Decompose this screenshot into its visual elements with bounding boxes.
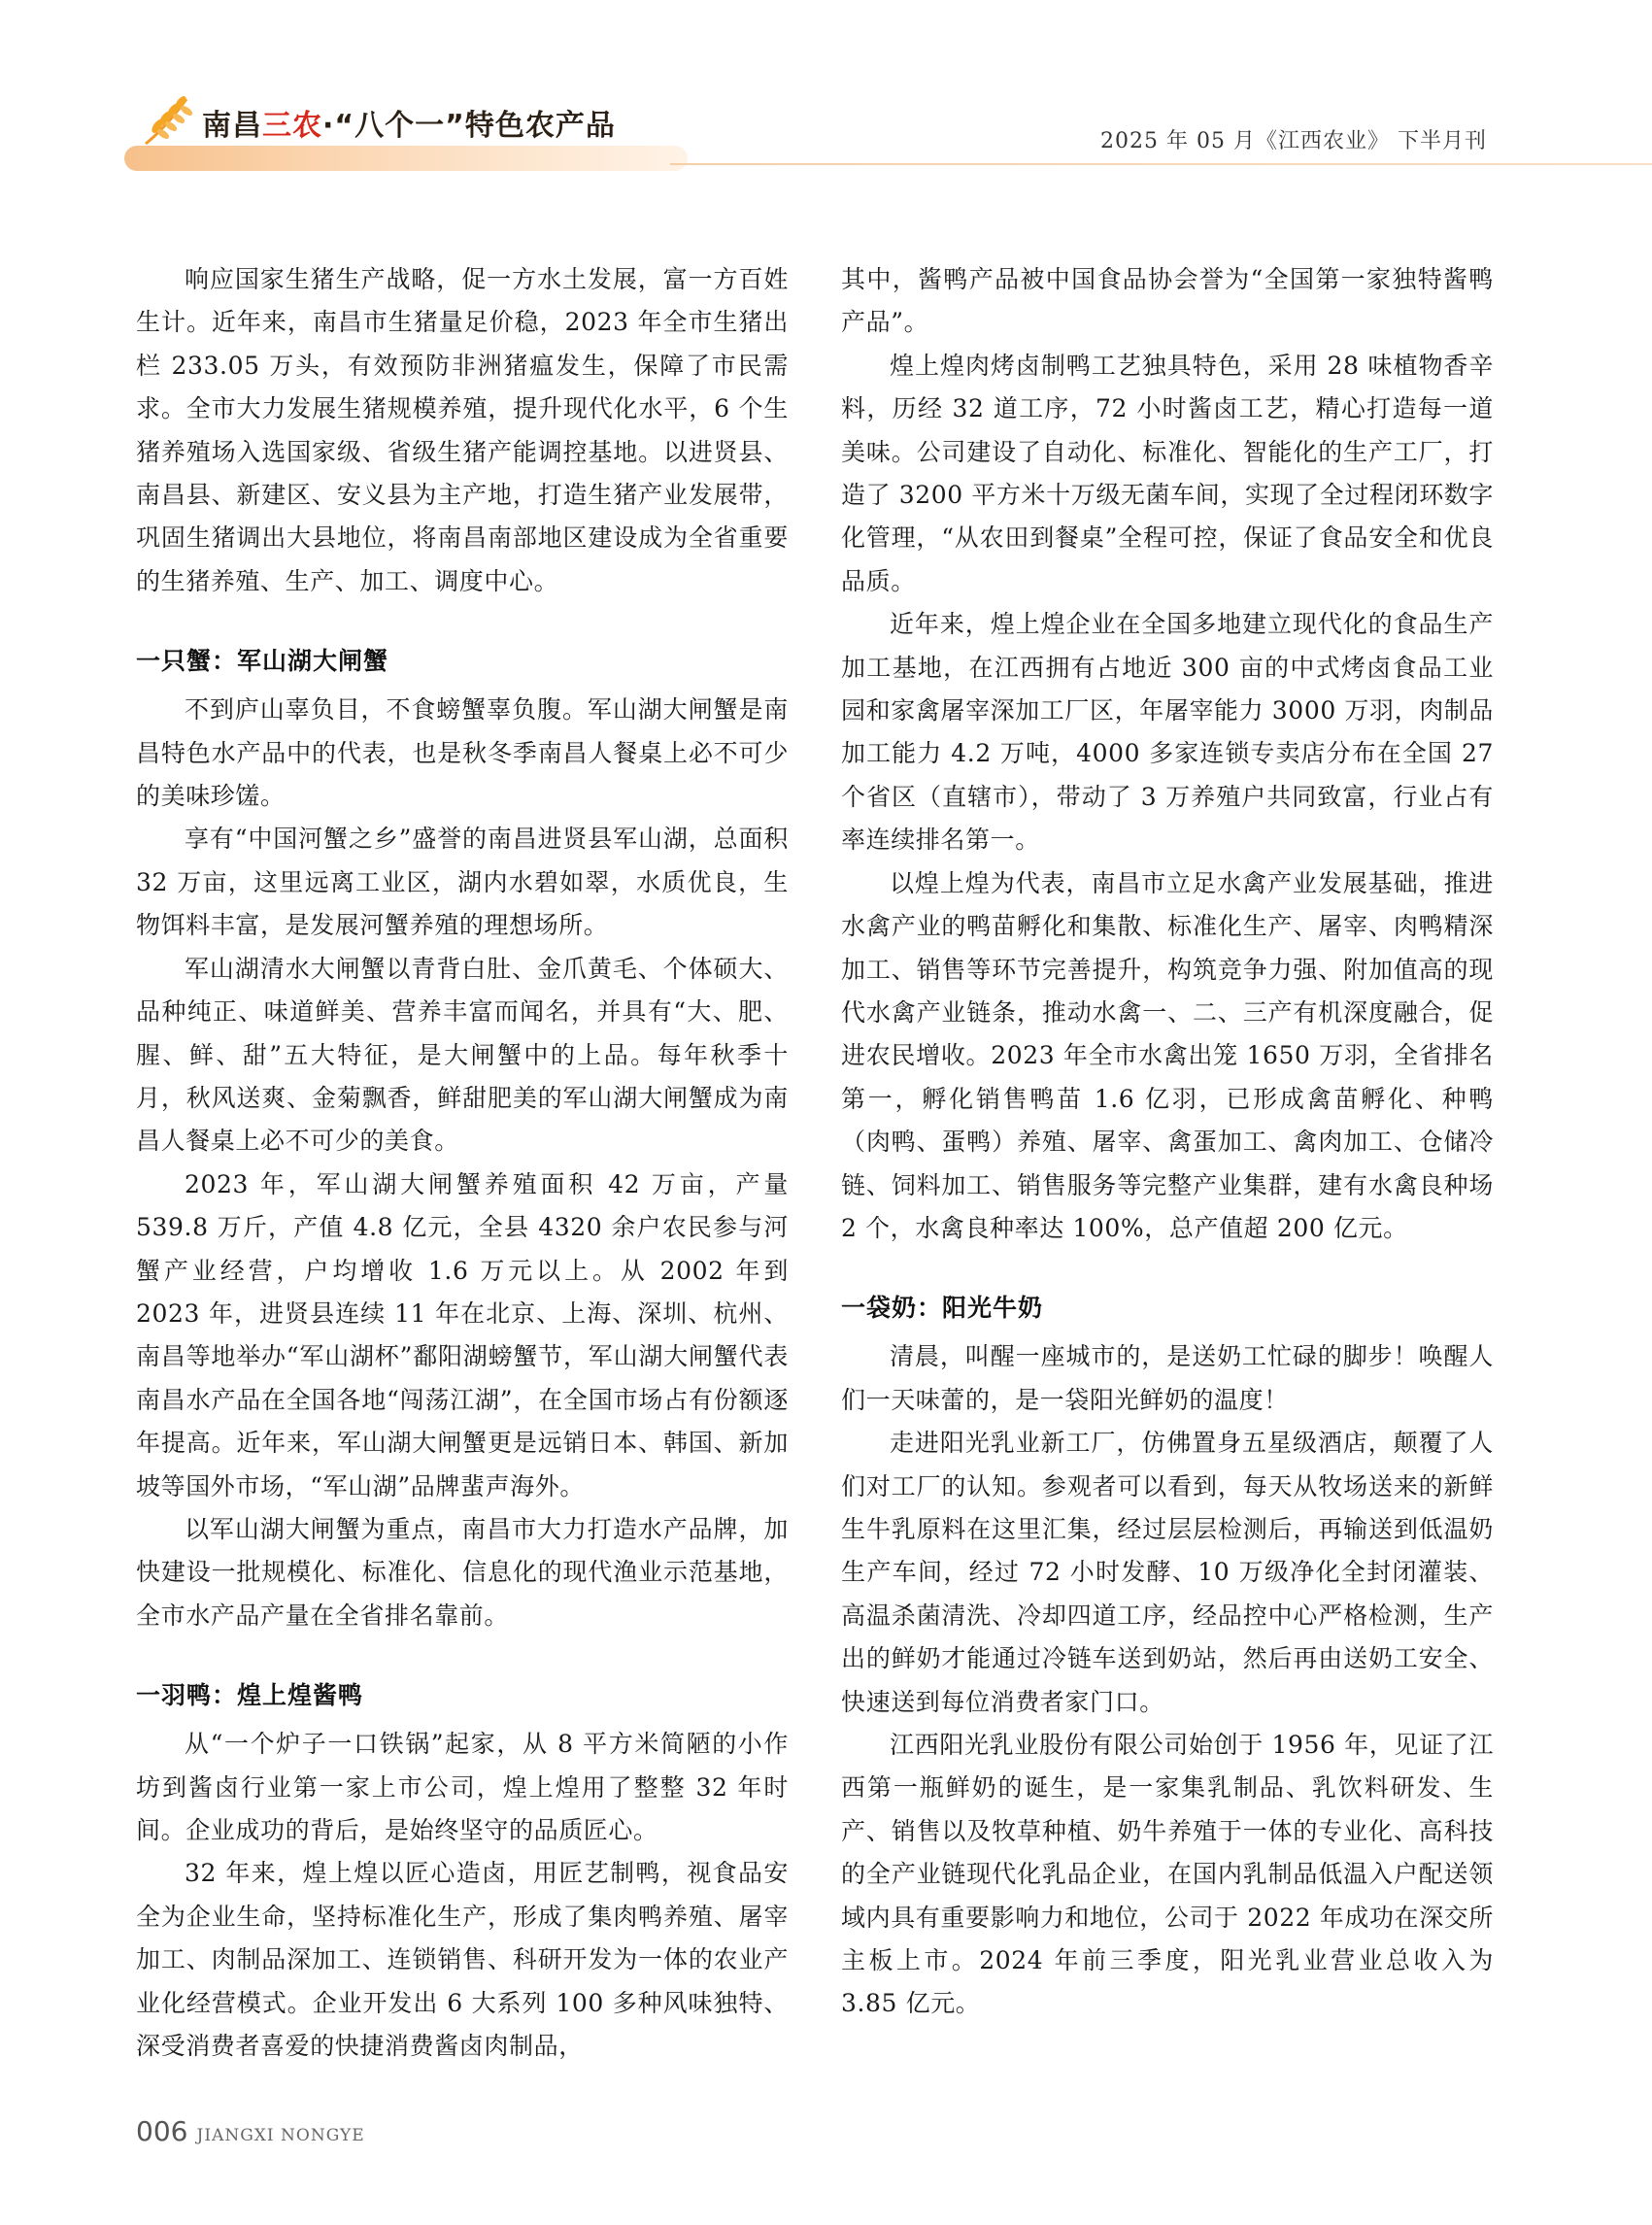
issue-info: 2025 年 05 月《江西农业》 下半月刊 — [1100, 129, 1487, 153]
left-column — [136, 258, 789, 2068]
paragraph: 以军山湖大闸蟹为重点，南昌市大力打造水产品牌，加快建设一批规模化、标准化、信息化的现代渔业示范基地，全市水产品产量在全省排名靠前。 — [136, 1514, 789, 1630]
section-heading-duck: 一羽鸭：煌上煌酱鸭 — [136, 1681, 364, 1710]
paragraph: 以煌上煌为代表，南昌市立足水禽产业发展基础，推进水禽产业的鸭苗孵化和集散、标准化生产、屠宰、肉鸭精深加工、销售等环节完善提升，构筑竞争力强、附加值高的现代水禽产业链条，推动水禽一、二、三产有机深度融合，促进农民增收。2023 年全市水禽出笼 1650 万羽，全省排名第一，孵化销售鸭苗 1.6 亿羽，已形成禽苗孵化、种鸭（肉鸭、蛋鸭）养殖、屠宰、禽蛋加工、禽肉加工、仓储冷链、饲料加工、销售服务等完整产业集群，建有水禽良种场 2 个，水禽良种率达 100%，总产值超 200 亿元。 — [841, 868, 1494, 1242]
paragraph: 清晨，叫醒一座城市的，是送奶工忙碌的脚步！唤醒人们一天味蕾的，是一袋阳光鲜奶的温度！ — [841, 1342, 1494, 1414]
paragraph: 近年来，煌上煌企业在全国多地建立现代化的食品生产加工基地，在江西拥有占地近 300 亩的中式烤卤食品工业园和家禽屠宰深加工厂区，年屠宰能力 3000 万羽，肉制品加工能力 4.2 万吨，4000 多家连锁专卖店分布在全国 27 个省区（直辖市），带动了 3 万养殖户共同致富，行业占有率连续排名第一。 — [841, 610, 1494, 855]
paragraph: 32 年来，煌上煌以匠心造卤，用匠艺制鸭，视食品安全为企业生命，坚持标准化生产，形成了集肉鸭养殖、屠宰加工、肉制品深加工、连锁销售、科研开发为一体的农业产业化经营模式。企业开发出 6 大系列 100 多种风味独特、深受消费者喜爱的快捷消费酱卤肉制品， — [136, 1859, 789, 2061]
wheat-icon — [136, 89, 196, 150]
column-title-part1: 南昌 — [202, 109, 262, 143]
paragraph: 其中，酱鸭产品被中国食品协会誉为“全国第一家独特酱鸭产品”。 — [841, 265, 1494, 337]
paragraph: 2023 年，军山湖大闸蟹养殖面积 42 万亩，产量 539.8 万斤，产值 4.8 亿元，全县 4320 余户农民参与河蟹产业经营，户均增收 1.6 万元以上。从 2002 年到 2023 年，进贤县连续 11 年在北京、上海、深圳、杭州、南昌等地举办“军山湖杯”鄱阳湖螃蟹节，军山湖大闸蟹代表南昌水产品在全国各地“闯荡江湖”，在全国市场占有份额逐年提高。近年来，军山湖大闸蟹更是远销日本、韩国、新加坡等国外市场，“军山湖”品牌蜚声海外。 — [136, 1169, 789, 1500]
paragraph: 享有“中国河蟹之乡”盛誉的南昌进贤县军山湖，总面积 32 万亩，这里远离工业区，湖内水碧如翠，水质优良，生物饵料丰富，是发展河蟹养殖的理想场所。 — [136, 825, 789, 940]
header-decor-bar — [124, 146, 688, 171]
column-title-part2: 三农 — [262, 109, 322, 143]
page-footer — [136, 2115, 365, 2147]
paragraph: 走进阳光乳业新工厂，仿佛置身五星级酒店，颠覆了人们对工厂的认知。参观者可以看到，每天从牧场送来的新鲜生牛乳原料在这里汇集，经过层层检测后，再输送到低温奶生产车间，经过 72 小时发酵、10 万级净化全封闭灌装、高温杀菌清洗、冷却四道工序，经品控中心严格检测，生产出的鲜奶才能通过冷链车送到奶站，然后再由送奶工安全、快速送到每位消费者家门口。 — [841, 1429, 1494, 1716]
paragraph: 军山湖清水大闸蟹以青背白肚、金爪黄毛、个体硕大、品种纯正、味道鲜美、营养丰富而闻名，并具有“大、肥、腥、鲜、甜”五大特征，是大闸蟹中的上品。每年秋季十月，秋风送爽、金菊飘香，鲜甜肥美的军山湖大闸蟹成为南昌人餐桌上必不可少的美食。 — [136, 954, 789, 1156]
paragraph: 煌上煌肉烤卤制鸭工艺独具特色，采用 28 味植物香辛料，历经 32 道工序，72 小时酱卤工艺，精心打造每一道美味。公司建设了自动化、标准化、智能化的生产工厂，打造了 3200 平方米十万级无菌车间，实现了全过程闭环数字化管理，“从农田到餐桌”全程可控，保证了食品安全和优良品质。 — [841, 351, 1494, 595]
page-number: 006 — [136, 2115, 188, 2147]
paragraph: 江西阳光乳业股份有限公司始创于 1956 年，见证了江西第一瓶鲜奶的诞生，是一家集乳制品、乳饮料研发、生产、销售以及牧草种植、奶牛养殖于一体的专业化、高科技的全产业链现代化乳品企业，在国内乳制品低温入户配送领域内具有重要影响力和地位，公司于 2022 年成功在深交所主板上市。2024 年前三季度，阳光乳业营业总收入为 3.85 亿元。 — [841, 1731, 1494, 2018]
right-column — [841, 258, 1494, 2026]
magazine-name: JIANGXI NONGYE — [196, 2126, 365, 2145]
section-heading-crab: 一只蟹：军山湖大闸蟹 — [136, 647, 389, 676]
column-title-part3: ·“八个一”特色农产品 — [322, 109, 616, 143]
paragraph: 从“一个炉子一口铁锅”起家，从 8 平方米简陋的小作坊到酱卤行业第一家上市公司，煌上煌用了整整 32 年时间。企业成功的背后，是始终坚守的品质匠心。 — [136, 1730, 789, 1844]
page-header — [0, 0, 1652, 185]
column-title — [202, 101, 616, 144]
paragraph: 不到庐山辜负目，不食螃蟹辜负腹。军山湖大闸蟹是南昌特色水产品中的代表，也是秋冬季南昌人餐桌上必不可少的美味珍馐。 — [136, 695, 789, 811]
paragraph: 响应国家生猪生产战略，促一方水土发展，富一方百姓生计。近年来，南昌市生猪量足价稳，2023 年全市生猪出栏 233.05 万头，有效预防非洲猪瘟发生，保障了市民需求。全市大力发展生猪规模养殖，提升现代化水平，6 个生猪养殖场入选国家级、省级生猪产能调控基地。以进贤县、南昌县、新建区、安义县为主产地，打造生猪产业发展带，巩固生猪调出大县地位，将南昌南部地区建设成为全省重要的生猪养殖、生产、加工、调度中心。 — [136, 265, 789, 595]
section-heading-milk: 一袋奶：阳光牛奶 — [841, 1294, 1044, 1323]
header-divider — [670, 163, 1652, 165]
